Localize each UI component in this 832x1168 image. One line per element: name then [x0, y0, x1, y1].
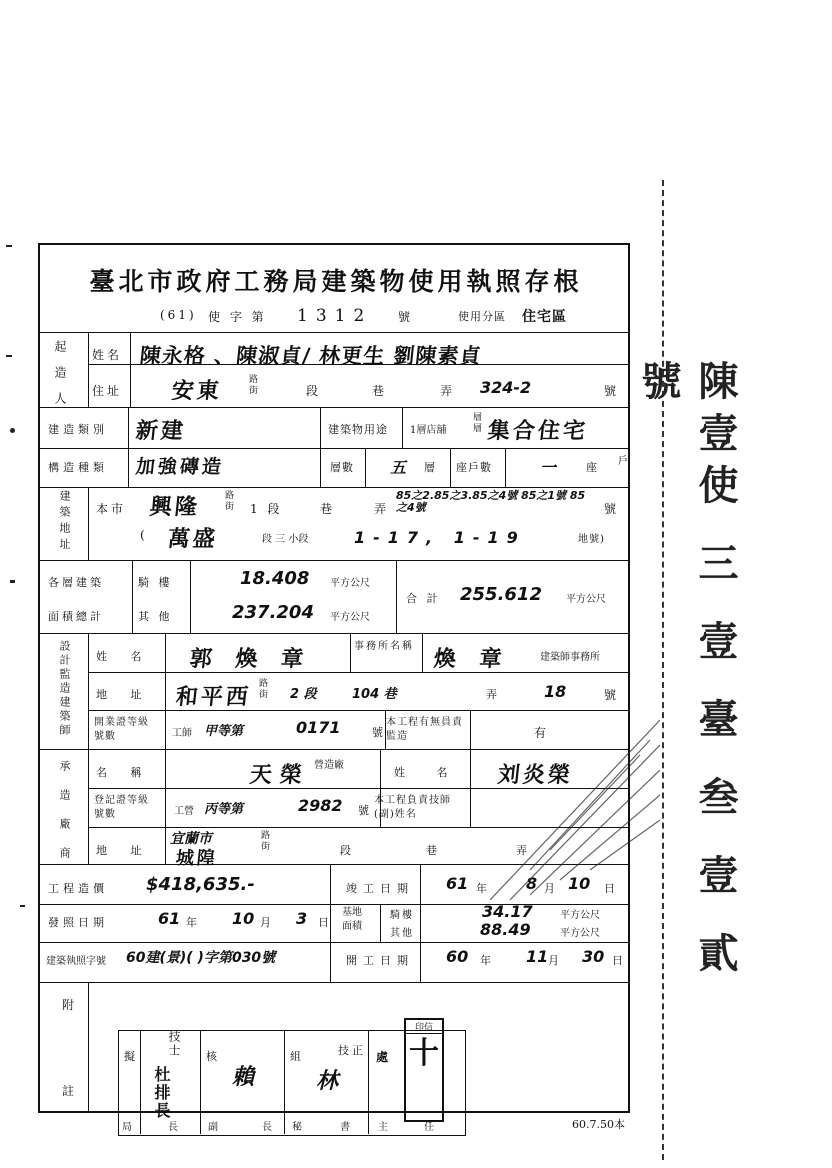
site-city: 本市: [96, 502, 127, 516]
bottom-label-5: 秘: [292, 1122, 305, 1133]
category-label: 建造類別: [48, 423, 108, 436]
signature-divider: [140, 1030, 141, 1134]
col-line: [128, 407, 129, 487]
site-road-section: 1 段: [250, 502, 283, 516]
total-label: 合 計: [406, 592, 441, 605]
contractor-person-value: 刘炎榮: [496, 763, 575, 788]
notes-label-bottom: 註: [62, 1084, 78, 1098]
left-margin-mark: [20, 905, 25, 907]
col-line: [88, 332, 89, 407]
applicant-addr-alley: 弄: [440, 384, 456, 398]
site-section-label: 建築地址: [58, 490, 71, 554]
construction-permit-value: 60建(景)( )字第030號: [126, 950, 276, 966]
stamp-label-5: 技正: [338, 1044, 366, 1057]
arcade-unit: 平方公尺: [330, 578, 370, 589]
designer-addr-number: 18: [544, 682, 567, 701]
site-alley: 弄: [374, 502, 390, 516]
start-day-unit: 日: [612, 954, 626, 967]
applicant-addr-road: 路街: [247, 374, 257, 396]
stamp-char: 十: [409, 1036, 439, 1071]
col-line: [190, 560, 191, 633]
designer-name-value: 郭 煥 章: [188, 647, 313, 672]
other-unit: 平方公尺: [330, 612, 370, 623]
completion-year: 61: [446, 874, 469, 893]
designer-addr-label: 地 址: [96, 688, 152, 701]
start-day: 30: [582, 947, 605, 966]
designer-supervisor-value: 有: [534, 726, 550, 740]
land-other-unit: 平方公尺: [560, 928, 600, 939]
zone-value: 住宅區: [522, 309, 567, 325]
contractor-section-label: 承造廠商: [58, 760, 71, 876]
permit-suffix: 號: [398, 310, 414, 324]
site-number-suffix: 號: [604, 502, 620, 516]
stamp-smudge: [470, 700, 660, 900]
contractor-reg-number: 2982: [298, 796, 343, 815]
start-month: 11: [526, 947, 549, 966]
issue-day-unit: 日: [318, 916, 332, 929]
designer-addr-suffix: 號: [604, 688, 620, 702]
contractor-addr-city: 宜蘭市: [170, 831, 212, 847]
contractor-reg-prefix: 工營: [174, 806, 194, 817]
designer-section-label: 設計監造建築師: [58, 640, 71, 738]
contractor-reg-label: 登記證等級號數: [94, 795, 149, 820]
site-number: 85之2.85之3.85之4號 85之1號 85之4號: [396, 489, 586, 514]
start-label: 開工日期: [346, 954, 414, 967]
arcade-value: 18.408: [240, 568, 310, 589]
site-lot-numbers: 1-17, 1-19: [354, 528, 526, 547]
stamp-top: 印信: [406, 1020, 442, 1034]
row-line: [40, 982, 630, 983]
area-label-top: 各層建築: [48, 576, 104, 589]
row-line: [88, 672, 630, 673]
designer-addr-value: 和平西: [174, 685, 253, 710]
applicant-addr-suffix: 號: [604, 384, 620, 398]
form-code: 60.7.50本: [572, 1118, 625, 1131]
col-line: [402, 407, 403, 448]
stamp-label-2: 技士: [167, 1030, 181, 1058]
contractor-addr-label: 地 址: [96, 844, 152, 857]
designer-reg-grade: 甲等第: [204, 724, 244, 739]
stamp-label-1: 擬: [124, 1050, 138, 1063]
applicant-addr-value: 安東: [170, 379, 224, 404]
use-floors: 層層: [471, 412, 481, 434]
applicant-section-label: 起造人: [53, 340, 67, 418]
contractor-name-value: 天榮: [248, 763, 312, 788]
designer-addr-road: 路街: [257, 678, 267, 700]
designer-reg-prefix: 工師: [172, 728, 192, 739]
bottom-label-4: 長: [262, 1122, 275, 1133]
col-line: [88, 982, 89, 1113]
contractor-addr-section: 段: [340, 844, 354, 857]
row-line: [40, 332, 630, 333]
issue-day: 3: [296, 909, 308, 928]
left-margin-mark: [6, 245, 12, 247]
contractor-person-label: 姓 名: [394, 766, 462, 779]
row-line: [40, 942, 630, 943]
left-margin-mark: [10, 428, 15, 433]
construction-permit-label: 建築執照字號: [46, 956, 106, 967]
units-value: 一: [540, 458, 557, 477]
col-line: [450, 448, 451, 487]
contractor-reg-grade: 丙等第: [204, 802, 244, 817]
designer-office-value: 煥 章: [432, 647, 511, 672]
issue-year-unit: 年: [186, 916, 200, 929]
signature-divider: [368, 1030, 369, 1134]
contractor-addr-alley: 弄: [516, 844, 530, 857]
issue-month: 10: [232, 909, 255, 928]
land-other-value: 88.49: [480, 920, 531, 939]
notes-label-top: 附: [62, 998, 78, 1012]
land-arcade-value: 34.17: [482, 902, 533, 921]
designer-addr-section: 2 段: [290, 687, 317, 702]
contractor-addr-value: 城隍: [174, 848, 219, 869]
area-label-bottom: 面積總計: [48, 610, 104, 623]
units-label: 座戶數: [456, 461, 492, 474]
designer-reg-label: 開業證等級號數: [94, 717, 149, 742]
cost-label: 工程造價: [48, 882, 108, 895]
designer-addr-alley: 弄: [486, 688, 500, 701]
signature-3: 林: [316, 1069, 339, 1094]
use-value: 集合住宅: [486, 419, 590, 444]
signature-divider: [200, 1030, 201, 1134]
designer-supervisor-label: 本工程有無員責監造: [386, 717, 463, 742]
other-value: 237.204: [232, 602, 314, 623]
document-title: 臺北市政府工務局建築物使用執照存根: [89, 267, 583, 296]
designer-addr-lane: 104 巷: [352, 687, 397, 702]
designer-office-suffix: 建築師事務所: [540, 652, 600, 663]
floors-value: 五: [390, 458, 407, 477]
bottom-label-7: 主: [378, 1122, 391, 1133]
issue-year: 61: [158, 909, 181, 928]
col-line: [396, 560, 397, 633]
applicant-addr-lane: 巷: [372, 384, 388, 398]
start-month-unit: 月: [548, 954, 562, 967]
col-line: [422, 633, 423, 672]
signature-1: 杜排長: [152, 1066, 171, 1120]
left-margin-mark: [6, 355, 12, 357]
applicant-name-value: 陳永格 、陳淑貞/ 林更生 劉陳素貞: [138, 344, 483, 368]
land-other-label: 其他: [390, 928, 414, 939]
signature-2: 賴: [232, 1065, 255, 1090]
structure-label: 構造種類: [48, 461, 108, 474]
land-arcade-label: 騎樓: [390, 910, 414, 921]
permit-form: [38, 243, 630, 1113]
stamp-label-3: 核: [206, 1050, 220, 1063]
completion-year-unit: 年: [476, 882, 490, 895]
site-lot-open: (: [140, 528, 148, 542]
col-line: [380, 904, 381, 942]
start-year: 60: [446, 947, 469, 966]
bottom-label-3: 副: [208, 1122, 221, 1133]
site-lot-close: 地號): [578, 534, 605, 545]
col-line: [365, 448, 366, 487]
col-line: [420, 864, 421, 982]
category-value: 新建: [134, 419, 188, 444]
land-label: 基地面積: [342, 907, 362, 932]
col-line: [380, 749, 381, 788]
designer-reg-number: 0171: [296, 718, 341, 737]
stamp-label-6: 處: [376, 1050, 392, 1064]
signature-divider: [284, 1030, 285, 1134]
completion-day-unit: 日: [604, 882, 618, 895]
col-line: [88, 633, 89, 864]
site-road-suffix: 路街: [223, 490, 233, 512]
issue-month-unit: 月: [260, 916, 274, 929]
row-line: [40, 487, 630, 488]
permit-year: (61): [160, 308, 197, 322]
contractor-name-label: 名 稱: [96, 766, 152, 779]
floors-unit: 層: [424, 461, 438, 474]
designer-reg-suffix: 號: [372, 726, 386, 739]
contractor-reg-suffix: 號: [358, 804, 372, 817]
applicant-addr-number: 324-2: [480, 378, 532, 397]
site-lane: 巷: [320, 502, 336, 516]
contractor-addr-road: 路街: [259, 830, 269, 852]
contractor-name-suffix: 營造廠: [314, 760, 344, 771]
structure-value: 加強磚造: [134, 456, 226, 478]
row-line: [40, 633, 630, 634]
bottom-label-8: 任: [424, 1122, 437, 1133]
use-label: 建築物用途: [328, 423, 388, 436]
col-line: [130, 332, 131, 407]
col-line: [165, 633, 166, 864]
start-year-unit: 年: [480, 954, 494, 967]
row-line: [40, 904, 630, 905]
site-lot-section: 段 三 小段: [262, 534, 309, 545]
margin-handwriting: 陳壹使 三 壹 臺 叁 壹 貳 號: [635, 360, 739, 984]
zone-label: 使用分區: [458, 310, 506, 323]
completion-day: 10: [568, 874, 591, 893]
floors-label: 層數: [330, 461, 354, 474]
site-lot-area: 萬盛: [166, 527, 220, 552]
arcade-label: 騎 樓: [138, 576, 173, 589]
row-line: [40, 560, 630, 561]
applicant-name-label: 姓名: [92, 348, 123, 362]
official-stamp: [404, 1018, 444, 1122]
completion-label: 竣工日期: [346, 882, 414, 895]
cost-value: $418,635.-: [146, 874, 255, 895]
bottom-label-1: 局: [122, 1122, 135, 1133]
col-line: [132, 560, 133, 633]
units-suffix: 戶: [618, 456, 631, 467]
applicant-addr-label: 住址: [92, 384, 123, 398]
site-road: 興隆: [148, 495, 202, 520]
total-value: 255.612: [460, 584, 542, 605]
left-margin-mark: [10, 580, 15, 583]
contractor-addr-lane: 巷: [426, 844, 440, 857]
land-arcade-unit: 平方公尺: [560, 910, 600, 921]
designer-office-label: 事務所名稱: [354, 641, 414, 652]
bottom-label-6: 書: [340, 1122, 353, 1133]
bottom-label-2: 長: [168, 1122, 181, 1133]
col-line: [88, 487, 89, 560]
contractor-tech-label: 本工程負責技師(副)姓名: [374, 795, 451, 820]
permit-type: 使 字 第: [208, 310, 267, 324]
col-line: [505, 448, 506, 487]
completion-month: 8: [526, 874, 538, 893]
issue-label: 發照日期: [48, 916, 108, 929]
other-label: 其 他: [138, 610, 173, 623]
col-line: [350, 633, 351, 672]
designer-name-label: 姓 名: [96, 650, 152, 663]
applicant-addr-section: 段: [306, 384, 322, 398]
total-unit: 平方公尺: [566, 594, 606, 605]
completion-month-unit: 月: [544, 882, 558, 895]
use-prefix: 1層店舖: [410, 425, 447, 436]
stamp-label-4: 組: [290, 1050, 304, 1063]
permit-number: 1312: [297, 306, 373, 326]
col-line: [320, 407, 321, 487]
units-unit: 座: [586, 461, 600, 474]
